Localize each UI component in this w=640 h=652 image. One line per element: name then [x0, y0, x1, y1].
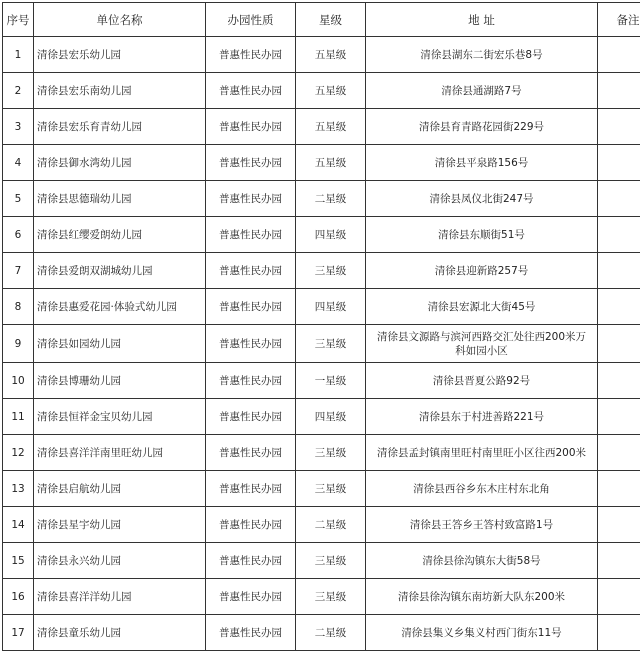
cell-remark — [598, 471, 640, 507]
cell-seq: 10 — [3, 363, 34, 399]
kindergarten-table — [2, 2, 640, 651]
cell-name: 清徐县恒祥金宝贝幼儿园 — [34, 399, 206, 435]
cell-name: 清徐县星宇幼儿园 — [34, 507, 206, 543]
table-row — [3, 37, 640, 73]
cell-grade: 三星级 — [296, 435, 366, 471]
cell-remark — [598, 253, 640, 289]
cell-seq: 16 — [3, 579, 34, 615]
cell-grade: 二星级 — [296, 507, 366, 543]
cell-address: 清徐县西谷乡东木庄村东北角 — [366, 471, 598, 507]
table-row — [3, 325, 640, 363]
cell-grade: 三星级 — [296, 579, 366, 615]
cell-nature: 普惠性民办园 — [206, 325, 296, 363]
cell-seq: 4 — [3, 145, 34, 181]
cell-remark — [598, 399, 640, 435]
cell-seq: 12 — [3, 435, 34, 471]
cell-name: 清徐县喜洋洋南里旺幼儿园 — [34, 435, 206, 471]
cell-address: 清徐县东于村进善路221号 — [366, 399, 598, 435]
cell-seq: 9 — [3, 325, 34, 363]
cell-seq: 11 — [3, 399, 34, 435]
cell-seq: 5 — [3, 181, 34, 217]
table-row — [3, 363, 640, 399]
table-header-row — [3, 3, 640, 37]
cell-address: 清徐县徐沟镇东大街58号 — [366, 543, 598, 579]
table-row — [3, 73, 640, 109]
cell-remark — [598, 579, 640, 615]
cell-remark — [598, 109, 640, 145]
cell-name: 清徐县思德瑞幼儿园 — [34, 181, 206, 217]
cell-grade: 四星级 — [296, 399, 366, 435]
cell-seq: 15 — [3, 543, 34, 579]
cell-nature: 普惠性民办园 — [206, 471, 296, 507]
cell-nature: 普惠性民办园 — [206, 217, 296, 253]
cell-remark — [598, 217, 640, 253]
cell-nature: 普惠性民办园 — [206, 579, 296, 615]
cell-nature: 普惠性民办园 — [206, 399, 296, 435]
cell-name: 清徐县启航幼儿园 — [34, 471, 206, 507]
table-row — [3, 543, 640, 579]
table-row — [3, 615, 640, 651]
cell-name: 清徐县御水湾幼儿园 — [34, 145, 206, 181]
cell-grade: 三星级 — [296, 253, 366, 289]
cell-seq: 8 — [3, 289, 34, 325]
cell-seq: 13 — [3, 471, 34, 507]
cell-grade: 二星级 — [296, 181, 366, 217]
table-row — [3, 435, 640, 471]
cell-grade: 四星级 — [296, 289, 366, 325]
cell-grade: 五星级 — [296, 109, 366, 145]
cell-name: 清徐县永兴幼儿园 — [34, 543, 206, 579]
cell-seq: 6 — [3, 217, 34, 253]
cell-remark — [598, 507, 640, 543]
cell-grade: 一星级 — [296, 363, 366, 399]
cell-grade: 五星级 — [296, 37, 366, 73]
table-row — [3, 145, 640, 181]
cell-name: 清徐县红缨爱朗幼儿园 — [34, 217, 206, 253]
cell-nature: 普惠性民办园 — [206, 363, 296, 399]
cell-remark — [598, 73, 640, 109]
cell-nature: 普惠性民办园 — [206, 253, 296, 289]
cell-remark — [598, 363, 640, 399]
cell-nature: 普惠性民办园 — [206, 73, 296, 109]
cell-remark — [598, 615, 640, 651]
cell-remark — [598, 289, 640, 325]
cell-name: 清徐县宏乐南幼儿园 — [34, 73, 206, 109]
cell-seq: 7 — [3, 253, 34, 289]
header-nature: 办园性质 — [206, 3, 296, 37]
header-name: 单位名称 — [34, 3, 206, 37]
cell-remark — [598, 37, 640, 73]
cell-seq: 1 — [3, 37, 34, 73]
table-row — [3, 471, 640, 507]
cell-remark — [598, 435, 640, 471]
cell-address: 清徐县平泉路156号 — [366, 145, 598, 181]
cell-nature: 普惠性民办园 — [206, 37, 296, 73]
cell-grade: 五星级 — [296, 145, 366, 181]
cell-grade: 三星级 — [296, 325, 366, 363]
cell-address: 清徐县文源路与滨河西路交汇处往西200米万科如园小区 — [366, 325, 598, 363]
cell-nature: 普惠性民办园 — [206, 145, 296, 181]
cell-address: 清徐县通湖路7号 — [366, 73, 598, 109]
table-row — [3, 217, 640, 253]
cell-remark — [598, 181, 640, 217]
cell-address: 清徐县集义乡集义村西门街东11号 — [366, 615, 598, 651]
cell-seq: 14 — [3, 507, 34, 543]
cell-remark — [598, 145, 640, 181]
cell-name: 清徐县宏乐幼儿园 — [34, 37, 206, 73]
cell-nature: 普惠性民办园 — [206, 543, 296, 579]
cell-name: 清徐县童乐幼儿园 — [34, 615, 206, 651]
cell-name: 清徐县惠爱花园·体验式幼儿园 — [34, 289, 206, 325]
cell-name: 清徐县宏乐育青幼儿园 — [34, 109, 206, 145]
cell-nature: 普惠性民办园 — [206, 181, 296, 217]
table-row — [3, 289, 640, 325]
table-row — [3, 507, 640, 543]
cell-remark — [598, 325, 640, 363]
table-row — [3, 181, 640, 217]
table-row — [3, 579, 640, 615]
header-address: 地 址 — [366, 3, 598, 37]
table-row — [3, 399, 640, 435]
cell-grade: 四星级 — [296, 217, 366, 253]
cell-nature: 普惠性民办园 — [206, 615, 296, 651]
cell-name: 清徐县博珊幼儿园 — [34, 363, 206, 399]
cell-seq: 17 — [3, 615, 34, 651]
table-row — [3, 109, 640, 145]
header-grade: 星级 — [296, 3, 366, 37]
cell-grade: 三星级 — [296, 471, 366, 507]
cell-address: 清徐县东顺街51号 — [366, 217, 598, 253]
cell-address: 清徐县迎新路257号 — [366, 253, 598, 289]
cell-address: 清徐县晋夏公路92号 — [366, 363, 598, 399]
cell-address: 清徐县湖东二街宏乐巷8号 — [366, 37, 598, 73]
cell-nature: 普惠性民办园 — [206, 435, 296, 471]
cell-name: 清徐县如园幼儿园 — [34, 325, 206, 363]
cell-address: 清徐县孟封镇南里旺村南里旺小区往西200米 — [366, 435, 598, 471]
cell-address: 清徐县凤仪北街247号 — [366, 181, 598, 217]
cell-seq: 2 — [3, 73, 34, 109]
cell-name: 清徐县喜洋洋幼儿园 — [34, 579, 206, 615]
table-row — [3, 253, 640, 289]
cell-nature: 普惠性民办园 — [206, 289, 296, 325]
cell-address: 清徐县徐沟镇东南坊新大队东200米 — [366, 579, 598, 615]
cell-grade: 三星级 — [296, 543, 366, 579]
cell-nature: 普惠性民办园 — [206, 109, 296, 145]
cell-remark — [598, 543, 640, 579]
cell-name: 清徐县爱朗双湖城幼儿园 — [34, 253, 206, 289]
cell-grade: 五星级 — [296, 73, 366, 109]
header-seq: 序号 — [3, 3, 34, 37]
cell-address: 清徐县宏源北大街45号 — [366, 289, 598, 325]
cell-nature: 普惠性民办园 — [206, 507, 296, 543]
header-remark: 备注 — [598, 3, 640, 37]
cell-grade: 二星级 — [296, 615, 366, 651]
cell-address: 清徐县育青路花园街229号 — [366, 109, 598, 145]
cell-address: 清徐县王答乡王答村致富路1号 — [366, 507, 598, 543]
cell-seq: 3 — [3, 109, 34, 145]
